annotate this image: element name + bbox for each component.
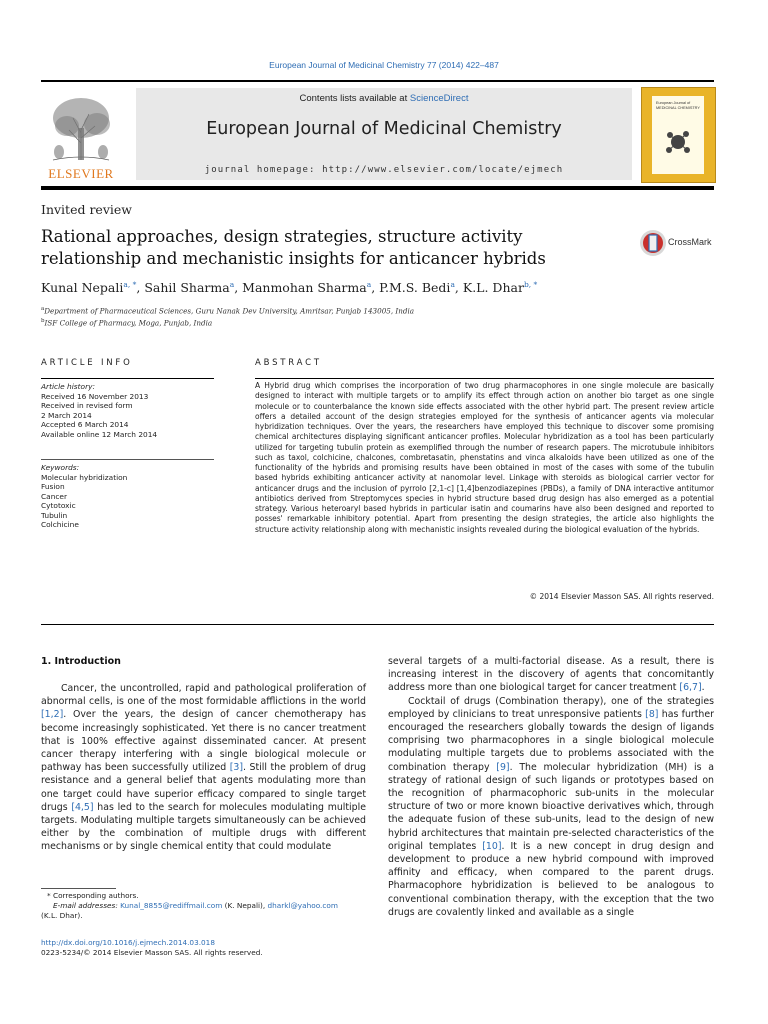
author-affiliation-marker[interactable]: a, * <box>123 280 137 289</box>
contents-prefix: Contents lists available at <box>299 93 410 104</box>
cover-panel <box>652 96 704 174</box>
journal-title: European Journal of Medicinal Chemistry <box>206 119 562 139</box>
issn-copyright: 0223-5234/© 2014 Elsevier Masson SAS. All rights reserved. <box>41 948 263 958</box>
keywords <box>41 463 214 530</box>
author-name[interactable]: Manmohan Sharma <box>242 280 367 296</box>
keyword: Cytotoxic <box>41 501 76 510</box>
body-column-left <box>41 682 366 854</box>
abstract-bottom-rule <box>41 624 714 625</box>
email-line <box>41 901 366 911</box>
author-name[interactable]: Kunal Nepali <box>41 280 124 296</box>
email-owner: (K.L. Dhar). <box>41 911 83 921</box>
abstract-text: A Hybrid drug which comprises the incorporation of two drug pharmacophores in one single molecule are basically designed to interact with multiple targets or to amplify its effect through action on another bio target as one single molecule or to counterbalance the known side effects associated with the other hybrid part. The present review article offers a detailed account of the design strategies employed for the synthesis of anticancer agents via molecular hybridization techniques. Over the years, the researchers have employed this technique to discover some promising chemical architectures displaying significant anticancer profiles. Molecular hybridization as a tool has been particularly utilized for targeting tubulin protein as exemplified through the number of research papers. The microtubule inhibitors such as taxol, colchicine, chalcones, combretasatin, phenstatins and vinca alkaloids have been utilized as one of the functionality of the hybrids and promising results have been obtained in most of the cases with some of the tubulin based hybrids exhibiting anticancer activity at nanomolar level. Linkage with steroids as biological carrier vector for anticancer drugs and the inclusion of pyrrolo [2,1-c] [1,4]benzodiazepines (PBDs), a family of DNA interactive antitumor antibiotics derived from Streptomyces species in hybrid structure based drug design has also emerged as a potential strategy. Various heteroaryl based hybrids in particular isatin and coumarins have also been designed and reported to posses' remarkable inhibitory potential. Apart from presenting the design strategies, the article also highlights the structure activity relationship along with mechanistic insights revealed during the biological evaluation of the hybrids. <box>255 381 714 534</box>
citation-link[interactable]: [3] <box>229 762 243 774</box>
text-run: . Over the years, the design of cancer chemotherapy has become increasingly sophisticated. Yet there is no cancer treatment that is 100% effective against disseminated cancer. At present cancer therapy interfering with a single biological molecule or pathway has been successfully utilized <box>41 709 366 774</box>
keywords-rule <box>41 459 214 460</box>
abstract-copyright: © 2014 Elsevier Masson SAS. All rights reserved. <box>529 592 714 601</box>
history-label: Article history: <box>41 382 95 391</box>
history-entry: Received 16 November 2013 <box>41 391 149 401</box>
keyword: Tubulin <box>41 510 68 520</box>
text-run: several targets of a multi-factorial disease. As a result, there is increasing interest in the discovery of agents that concomitantly address more than one biological target for cancer treatment <box>388 656 714 694</box>
affiliation-text: ISF College of Pharmacy, Moga, Punjab, India <box>44 318 213 328</box>
header-top-rule <box>41 80 714 82</box>
text-run: Cancer, the uncontrolled, rapid and pathological proliferation of abnormal cells, is one of the most formidable afflictions in the world <box>41 683 366 708</box>
email-label: E-mail addresses: <box>53 901 121 911</box>
author-affiliation-marker[interactable]: b, * <box>523 280 538 289</box>
text-run: . It is a new concept in drug design and development to produce a new hybrid compound with improved affinity and efficacy, when compared to the parent drugs. Pharmacophore hybridization is believed to be analogous to conventional combination therapy, with the exception that the two drugs are covalently linked and available as a single <box>388 840 714 918</box>
footnotes <box>41 891 366 922</box>
text-run: . Still the problem of drug resistance and a general belief that agents modulating more than one target could have superior efficacy compared to single target drugs <box>41 762 366 813</box>
keyword: Molecular hybridization <box>41 472 128 482</box>
journal-cover-thumbnail[interactable] <box>641 87 716 183</box>
affiliation-marker: b <box>41 318 45 324</box>
citation-link[interactable]: [1,2] <box>41 709 64 721</box>
contents-line <box>136 93 632 104</box>
author-name[interactable]: Sahil Sharma <box>144 280 230 296</box>
author-affiliation-marker[interactable]: a <box>229 280 235 289</box>
keyword: Colchicine <box>41 520 79 529</box>
history-entry: Accepted 6 March 2014 <box>41 420 129 429</box>
text-run: . <box>701 682 705 694</box>
doi-link[interactable]: http://dx.doi.org/10.1016/j.ejmech.2014.03.018 <box>41 938 215 947</box>
email-link[interactable]: Kunal_8855@rediffmail.com <box>120 901 223 911</box>
author-affiliation-marker[interactable]: a <box>366 280 372 289</box>
citation-link[interactable]: [6,7] <box>679 682 702 694</box>
corresponding-note: * Corresponding authors. <box>47 891 139 900</box>
footnote-rule <box>41 888 116 889</box>
author-name[interactable]: K.L. Dhar <box>462 280 524 296</box>
text-run: has led to the search for molecules modulating multiple targets. Modulating multiple targets simultaneously can be achieved either by the combination of multiple drugs with different mechanisms or by single chemical entity that could modulate <box>41 801 366 853</box>
article-info-heading: ARTICLE INFO <box>41 358 133 368</box>
history-entry: Received in revised form <box>41 401 133 410</box>
header-bottom-rule <box>41 186 714 190</box>
crossmark-label[interactable]: CrossMark <box>668 237 712 247</box>
section-heading-introduction: 1. Introduction <box>41 656 121 667</box>
text-run: Cocktail of drugs (Combination therapy), one of the strategies employed by clinicians to treat unresponsive patients <box>388 695 714 720</box>
intro-paragraph-continued <box>388 655 714 695</box>
author-list: Kunal Nepali$^{a, *}$, Sahil Sharma$^a$, Manmohan Sharma$^a$, P.M.S. Bedi$^a$, K.L. Dhar$^{b, *}$ <box>41 280 538 296</box>
keyword: Fusion <box>41 482 65 491</box>
affiliation-marker: a <box>41 306 45 312</box>
citation-link[interactable]: [9] <box>496 761 510 773</box>
affiliation <box>41 318 714 327</box>
citation-link[interactable]: [4,5] <box>71 801 94 813</box>
author-name[interactable]: P.M.S. Bedi <box>379 280 451 296</box>
cover-title: European Journal of MEDICINAL CHEMISTRY <box>656 101 700 110</box>
body-column-right <box>388 655 714 919</box>
affiliation-text: Department of Pharmaceutical Sciences, Guru Nanak Dev University, Amritsar, Punjab 143005, India <box>44 306 415 316</box>
article-history <box>41 382 214 439</box>
keyword: Cancer <box>41 491 68 501</box>
citation-link[interactable]: [10] <box>482 840 502 852</box>
email-link[interactable]: dharkl@yahoo.com <box>267 901 338 911</box>
history-entry: 2 March 2014 <box>41 410 92 420</box>
author-affiliation-marker[interactable]: a <box>450 280 455 289</box>
intro-paragraph <box>388 695 714 919</box>
email-owner: (K. Nepali), <box>222 901 268 911</box>
molecule-illustration-icon <box>662 126 694 158</box>
citation-link[interactable]: [8] <box>645 708 659 720</box>
article-info-rule <box>41 378 214 379</box>
intro-paragraph <box>41 682 366 854</box>
text-run: has further encouraged the researchers globally towards the design of ligands comprising two pharmacophores in a single biological molecule modulating multiple targets due to problems associated with the combination therapy <box>388 708 714 773</box>
article-identifiers <box>41 938 366 958</box>
journal-homepage[interactable]: journal homepage: http://www.elsevier.com/locate/ejmech <box>204 165 564 175</box>
article-type: Invited review <box>41 202 132 217</box>
journal-reference[interactable]: European Journal of Medicinal Chemistry 77 (2014) 422–487 <box>269 60 499 70</box>
text-run: . The molecular hybridization (MH) is a strategy of rational design of such ligands or prototypes based on the recognition of pharmacophoric sub-units in the molecular structure of two or more known bioactive derivatives which, through the adequate fusion of these sub-units, lead to the design of new hybrid architectures that maintain pre-selected characteristics of the original templates <box>388 761 714 852</box>
sciencedirect-link[interactable]: ScienceDirect <box>409 93 469 104</box>
history-entry: Available online 12 March 2014 <box>41 429 158 439</box>
affiliation <box>41 306 714 315</box>
keywords-label: Keywords: <box>41 463 80 472</box>
abstract-rule <box>255 378 714 379</box>
abstract-heading: ABSTRACT <box>255 358 322 368</box>
elsevier-wordmark: ELSEVIER <box>48 166 114 181</box>
article-title: Rational approaches, design strategies, structure activity relationship and mechanistic insights for anticancer hybrids <box>41 227 546 268</box>
